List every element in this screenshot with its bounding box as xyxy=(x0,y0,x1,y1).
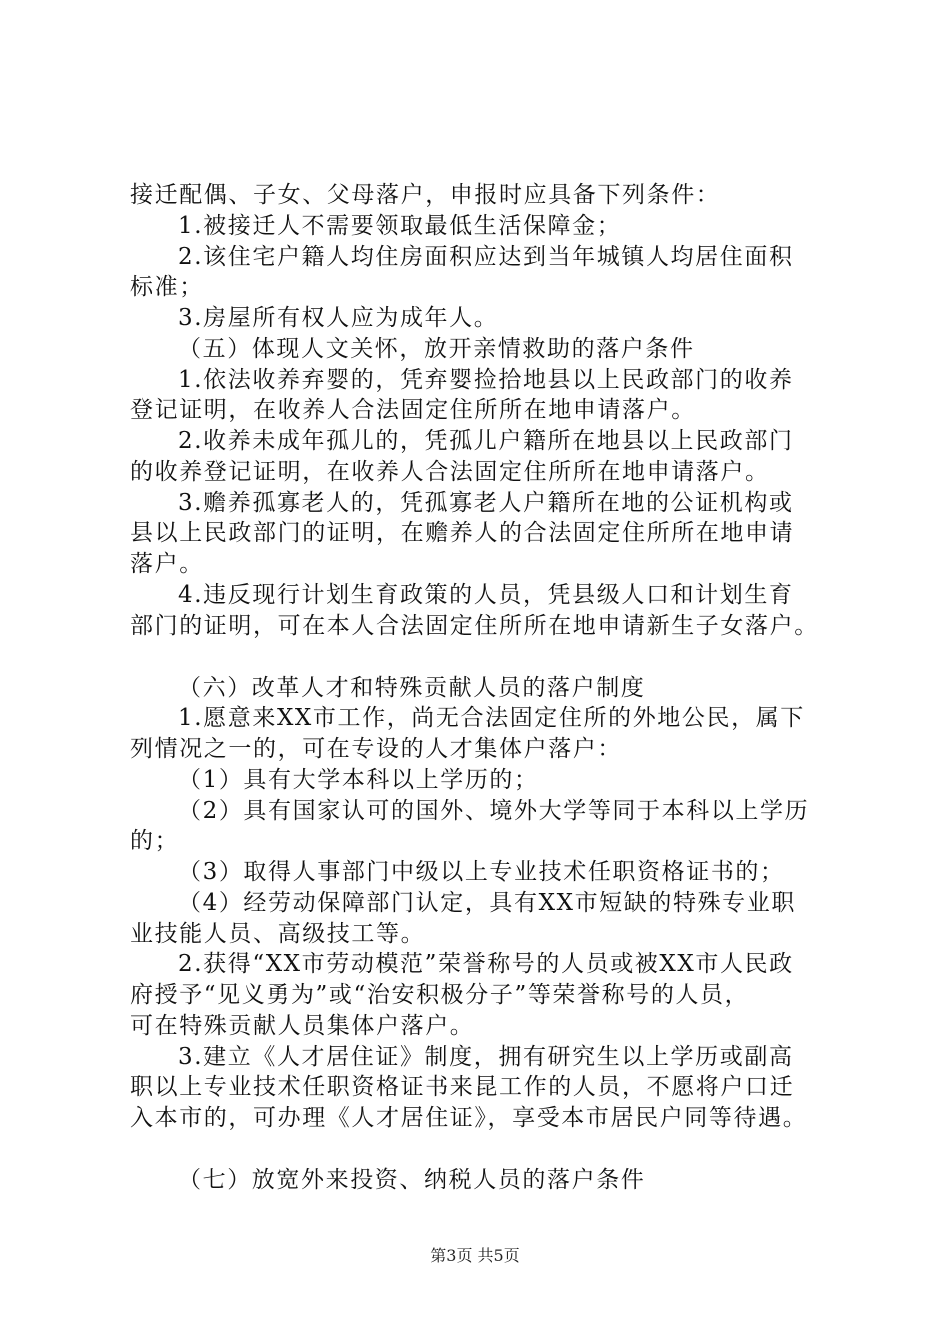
paragraph-line: 接迁配偶、子女、父母落户，申报时应具备下列条件： xyxy=(130,182,721,208)
section-heading: （七）放宽外来投资、纳税人员的落户条件 xyxy=(178,1167,646,1193)
paragraph-line: 1.依法收养弃婴的，凭弃婴捡拾地县以上民政部门的收养 xyxy=(178,367,794,393)
paragraph-line: 府授予“见义勇为”或“治安积极分子”等荣誉称号的人员， xyxy=(130,982,750,1008)
paragraph-line: 3.赡养孤寡老人的，凭孤寡老人户籍所在地的公证机构或 xyxy=(178,490,794,516)
paragraph-line: 部门的证明，可在本人合法固定住所所在地申请新生子女落户。 xyxy=(130,613,819,639)
paragraph-line: 列情况之一的，可在专设的人才集体户落户： xyxy=(130,736,622,762)
paragraph-line: （4）经劳动保障部门认定，具有XX市短缺的特殊专业职 xyxy=(178,890,796,916)
paragraph-line: 可在特殊贡献人员集体户落户。 xyxy=(130,1013,475,1039)
paragraph-line: 县以上民政部门的证明，在赡养人的合法固定住所所在地申请 xyxy=(130,520,795,546)
paragraph-line: （2）具有国家认可的国外、境外大学等同于本科以上学历 xyxy=(178,798,810,824)
paragraph-line: （1）具有大学本科以上学历的； xyxy=(178,767,539,793)
paragraph-line: 3.房屋所有权人应为成年人。 xyxy=(178,305,499,331)
paragraph-line: 落户。 xyxy=(130,551,204,577)
paragraph-line: 的收养登记证明，在收养人合法固定住所所在地申请落户。 xyxy=(130,459,770,485)
paragraph-line: 2.获得“XX市劳动模范”荣誉称号的人员或被XX市人民政 xyxy=(178,951,794,977)
paragraph-line: 入本市的，可办理《人才居住证》，享受本市居民户同等待遇。 xyxy=(130,1105,808,1131)
paragraph-line: 2.该住宅户籍人均住房面积应达到当年城镇人均居住面积 xyxy=(178,244,794,270)
paragraph-line: 职以上专业技术任职资格证书来昆工作的人员，不愿将户口迁 xyxy=(130,1074,795,1100)
paragraph-line: 2.收养未成年孤儿的，凭孤儿户籍所在地县以上民政部门 xyxy=(178,428,794,454)
paragraph-line: 标准； xyxy=(130,274,204,300)
paragraph-line: 登记证明，在收养人合法固定住所所在地申请落户。 xyxy=(130,397,696,423)
paragraph-line: 1.愿意来XX市工作，尚无合法固定住所的外地公民，属下 xyxy=(178,705,805,731)
paragraph-line: （3）取得人事部门中级以上专业技术任职资格证书的； xyxy=(178,859,785,885)
section-heading: （五）体现人文关怀，放开亲情救助的落户条件 xyxy=(178,336,695,362)
paragraph-line: 4.违反现行计划生育政策的人员，凭县级人口和计划生育 xyxy=(178,582,794,608)
paragraph-line: 1.被接迁人不需要领取最低生活保障金； xyxy=(178,213,622,239)
paragraph-line: 业技能人员、高级技工等。 xyxy=(130,921,426,947)
paragraph-line: 的； xyxy=(130,828,180,854)
page-number-footer: 第3页 共5页 xyxy=(430,1246,520,1265)
section-heading: （六）改革人才和特殊贡献人员的落户制度 xyxy=(178,675,646,701)
paragraph-line: 3.建立《人才居住证》制度，拥有研究生以上学历或副高 xyxy=(178,1044,794,1070)
